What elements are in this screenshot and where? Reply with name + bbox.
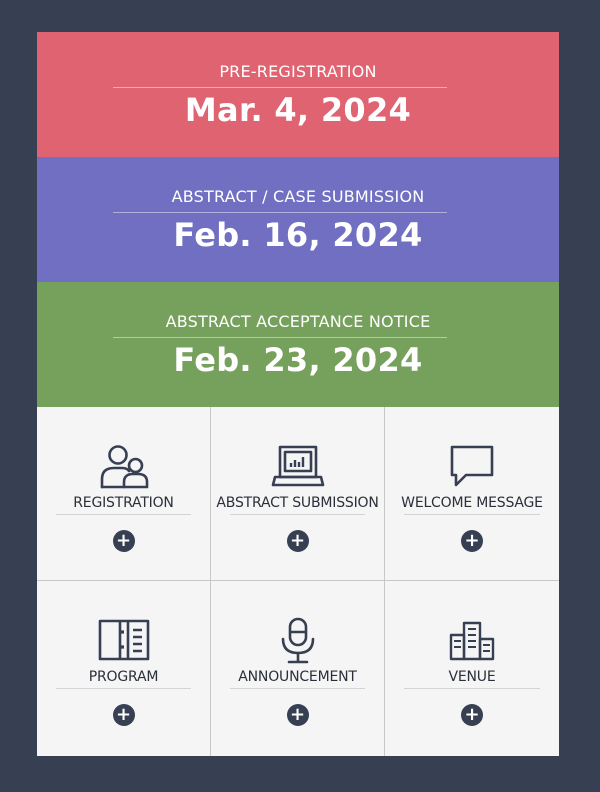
- divider: [404, 688, 540, 689]
- building-icon: [444, 617, 500, 665]
- divider: [56, 688, 191, 689]
- deadline-date: Feb. 16, 2024: [173, 216, 423, 254]
- plus-icon[interactable]: +: [461, 530, 483, 552]
- abstract-submission-tile[interactable]: [211, 407, 385, 581]
- registration-tile[interactable]: [37, 407, 211, 581]
- info-panel: [37, 32, 559, 756]
- plus-icon[interactable]: +: [287, 530, 309, 552]
- tile-label: ANNOUNCEMENT: [238, 669, 357, 685]
- divider: [230, 688, 365, 689]
- book-icon: [96, 617, 152, 665]
- divider: [113, 87, 447, 88]
- announcement-tile[interactable]: [211, 581, 385, 756]
- acceptance-notice-deadline: [37, 282, 559, 407]
- program-tile[interactable]: [37, 581, 211, 756]
- divider: [230, 514, 365, 515]
- plus-icon[interactable]: +: [461, 704, 483, 726]
- plus-icon[interactable]: +: [113, 704, 135, 726]
- microphone-icon: [270, 617, 326, 665]
- tile-label: ABSTRACT SUBMISSION: [216, 495, 379, 511]
- divider: [113, 212, 447, 213]
- divider: [113, 337, 447, 338]
- divider: [56, 514, 191, 515]
- welcome-message-tile[interactable]: [385, 407, 559, 581]
- deadline-date: Feb. 23, 2024: [173, 341, 423, 379]
- divider: [404, 514, 540, 515]
- laptop-chart-icon: [270, 443, 326, 491]
- tile-label: WELCOME MESSAGE: [401, 495, 543, 511]
- deadline-date: Mar. 4, 2024: [184, 91, 412, 129]
- tile-label: PROGRAM: [88, 669, 159, 685]
- deadline-label: PRE-REGISTRATION: [219, 62, 377, 81]
- speech-bubble-icon: [444, 443, 500, 491]
- plus-icon[interactable]: +: [287, 704, 309, 726]
- tile-label: REGISTRATION: [73, 495, 174, 511]
- tile-label: VENUE: [448, 669, 496, 685]
- plus-icon[interactable]: +: [113, 530, 135, 552]
- pre-registration-deadline: [37, 32, 559, 157]
- venue-tile[interactable]: [385, 581, 559, 756]
- deadline-label: ABSTRACT ACCEPTANCE NOTICE: [165, 312, 431, 331]
- quick-links-grid: [37, 407, 559, 756]
- deadline-label: ABSTRACT / CASE SUBMISSION: [171, 187, 425, 206]
- abstract-submission-deadline: [37, 157, 559, 282]
- users-icon: [96, 443, 152, 491]
